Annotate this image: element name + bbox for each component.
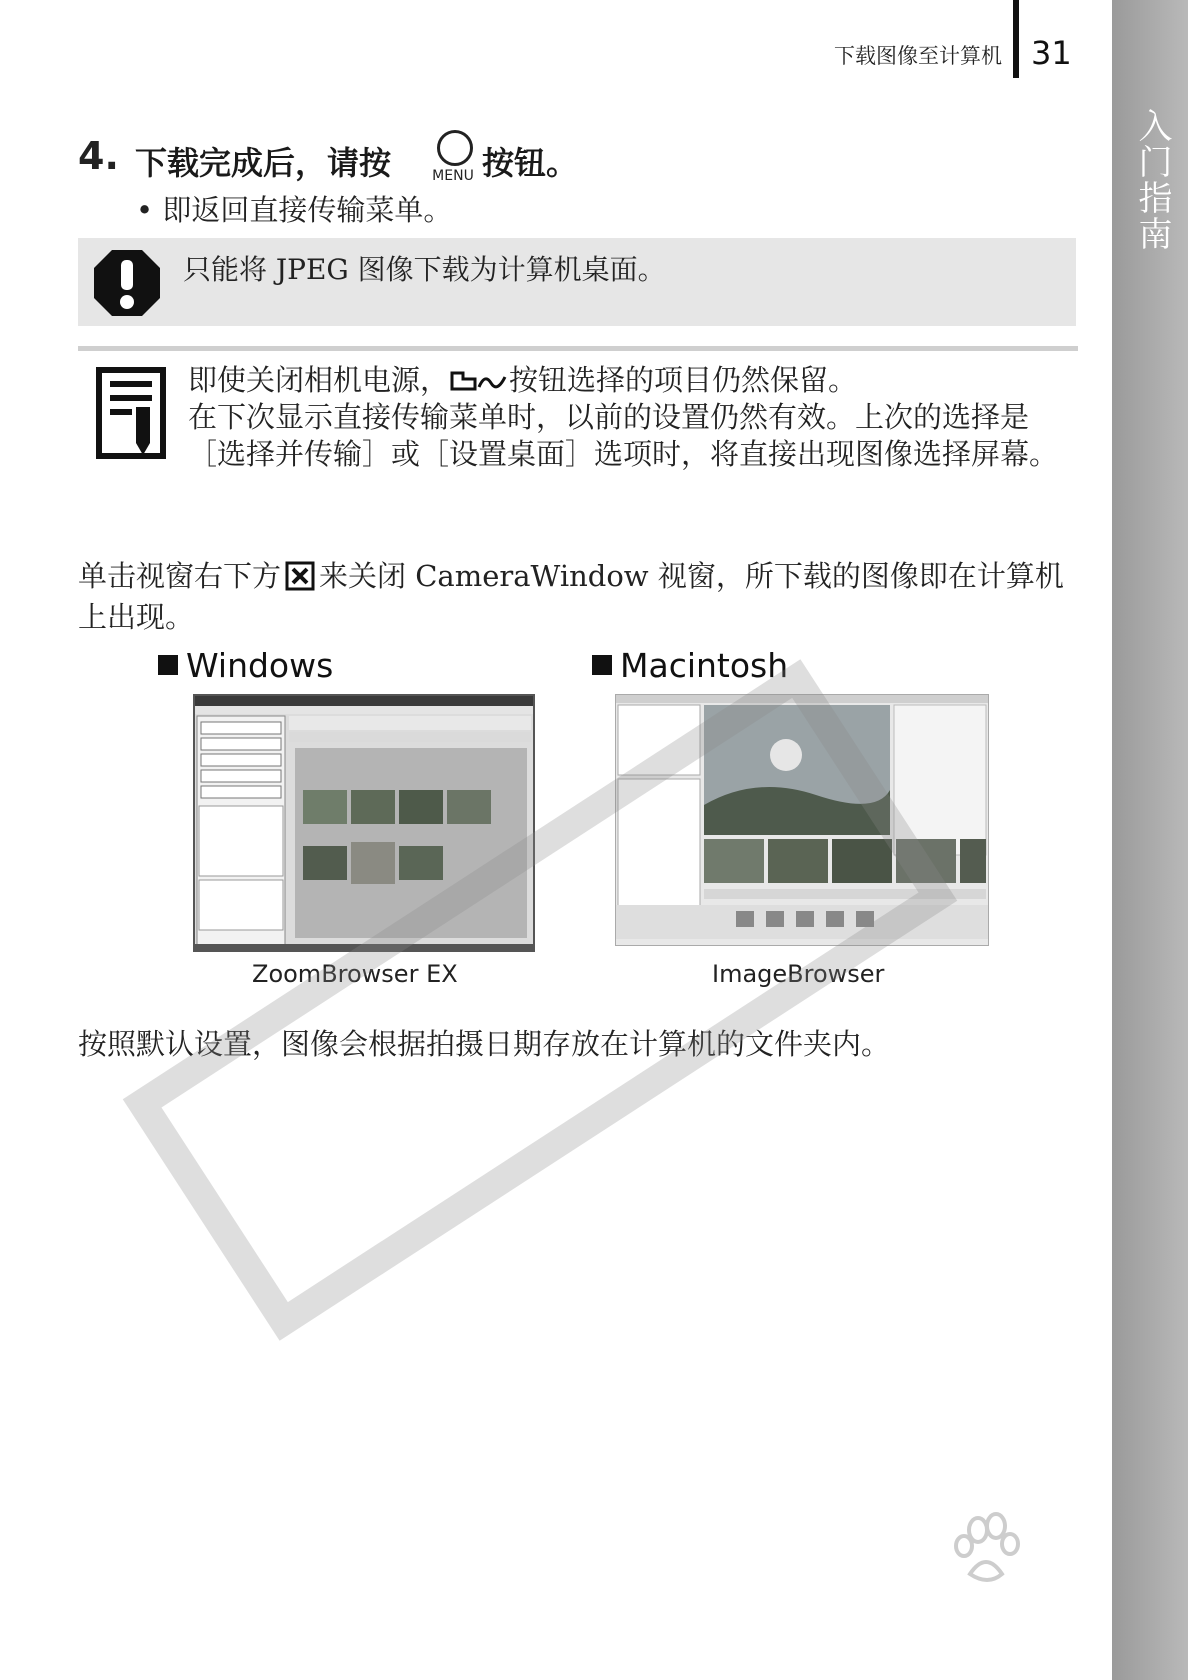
imagebrowser-caption: ImageBrowser <box>712 960 885 988</box>
mac-heading <box>592 646 788 685</box>
note-line-1-end: 按钮选择的项目仍然保留。 <box>509 363 858 397</box>
note-text <box>188 362 1068 473</box>
mac-heading-text: Macintosh <box>620 646 789 685</box>
section-title: 下载图像至计算机 <box>834 44 1002 68</box>
body-paragraph <box>78 556 1078 638</box>
body-paragraph-start: 单击视窗右下方 <box>78 559 282 593</box>
close-x-icon <box>285 561 315 591</box>
body-paragraph-2: 按照默认设置，图像会根据拍摄日期存放在计算机的文件夹内。 <box>78 1027 891 1061</box>
caution-icon <box>92 248 162 318</box>
memo-icon <box>96 367 166 459</box>
zoombrowser-screenshot <box>193 694 535 952</box>
body-paragraph-end: 来关闭 CameraWindow 视窗，所下载的图像即在计算机上出现。 <box>78 559 1064 634</box>
windows-heading-text: Windows <box>186 646 334 685</box>
menu-button-icon <box>428 128 478 188</box>
zoombrowser-caption: ZoomBrowser EX <box>252 960 458 988</box>
step-text-end: 按钮。 <box>482 144 579 182</box>
step-text: 下载完成后，请按 <box>135 144 392 182</box>
zoombrowser-window <box>195 696 533 950</box>
imagebrowser-screenshot <box>615 694 989 946</box>
windows-heading <box>158 646 333 685</box>
menu-button-label: MENU <box>432 168 474 184</box>
imagebrowser-window <box>616 695 988 945</box>
caution-text: 只能将 JPEG 图像下载为计算机桌面。 <box>183 253 666 286</box>
baidu-watermark <box>838 1500 1118 1650</box>
note-divider <box>78 346 1078 351</box>
note-line-1 <box>188 362 1068 399</box>
step-bullet: • 即返回直接传输菜单。 <box>136 193 453 227</box>
header-divider <box>1013 0 1019 78</box>
note-line-1-start: 即使关闭相机电源， <box>188 363 450 397</box>
step-number: 4. <box>78 134 119 178</box>
note-line-2: 在下次显示直接传输菜单时，以前的设置仍然有效。上次的选择是［选择并传输］或［设置桌面］选项时，将直接出现图像选择屏幕。 <box>188 400 1059 471</box>
page-number: 31 <box>1031 34 1072 72</box>
print-share-icon <box>449 367 509 393</box>
side-tab-label: 入门指南 <box>1132 108 1172 252</box>
side-tab <box>1112 0 1188 1680</box>
